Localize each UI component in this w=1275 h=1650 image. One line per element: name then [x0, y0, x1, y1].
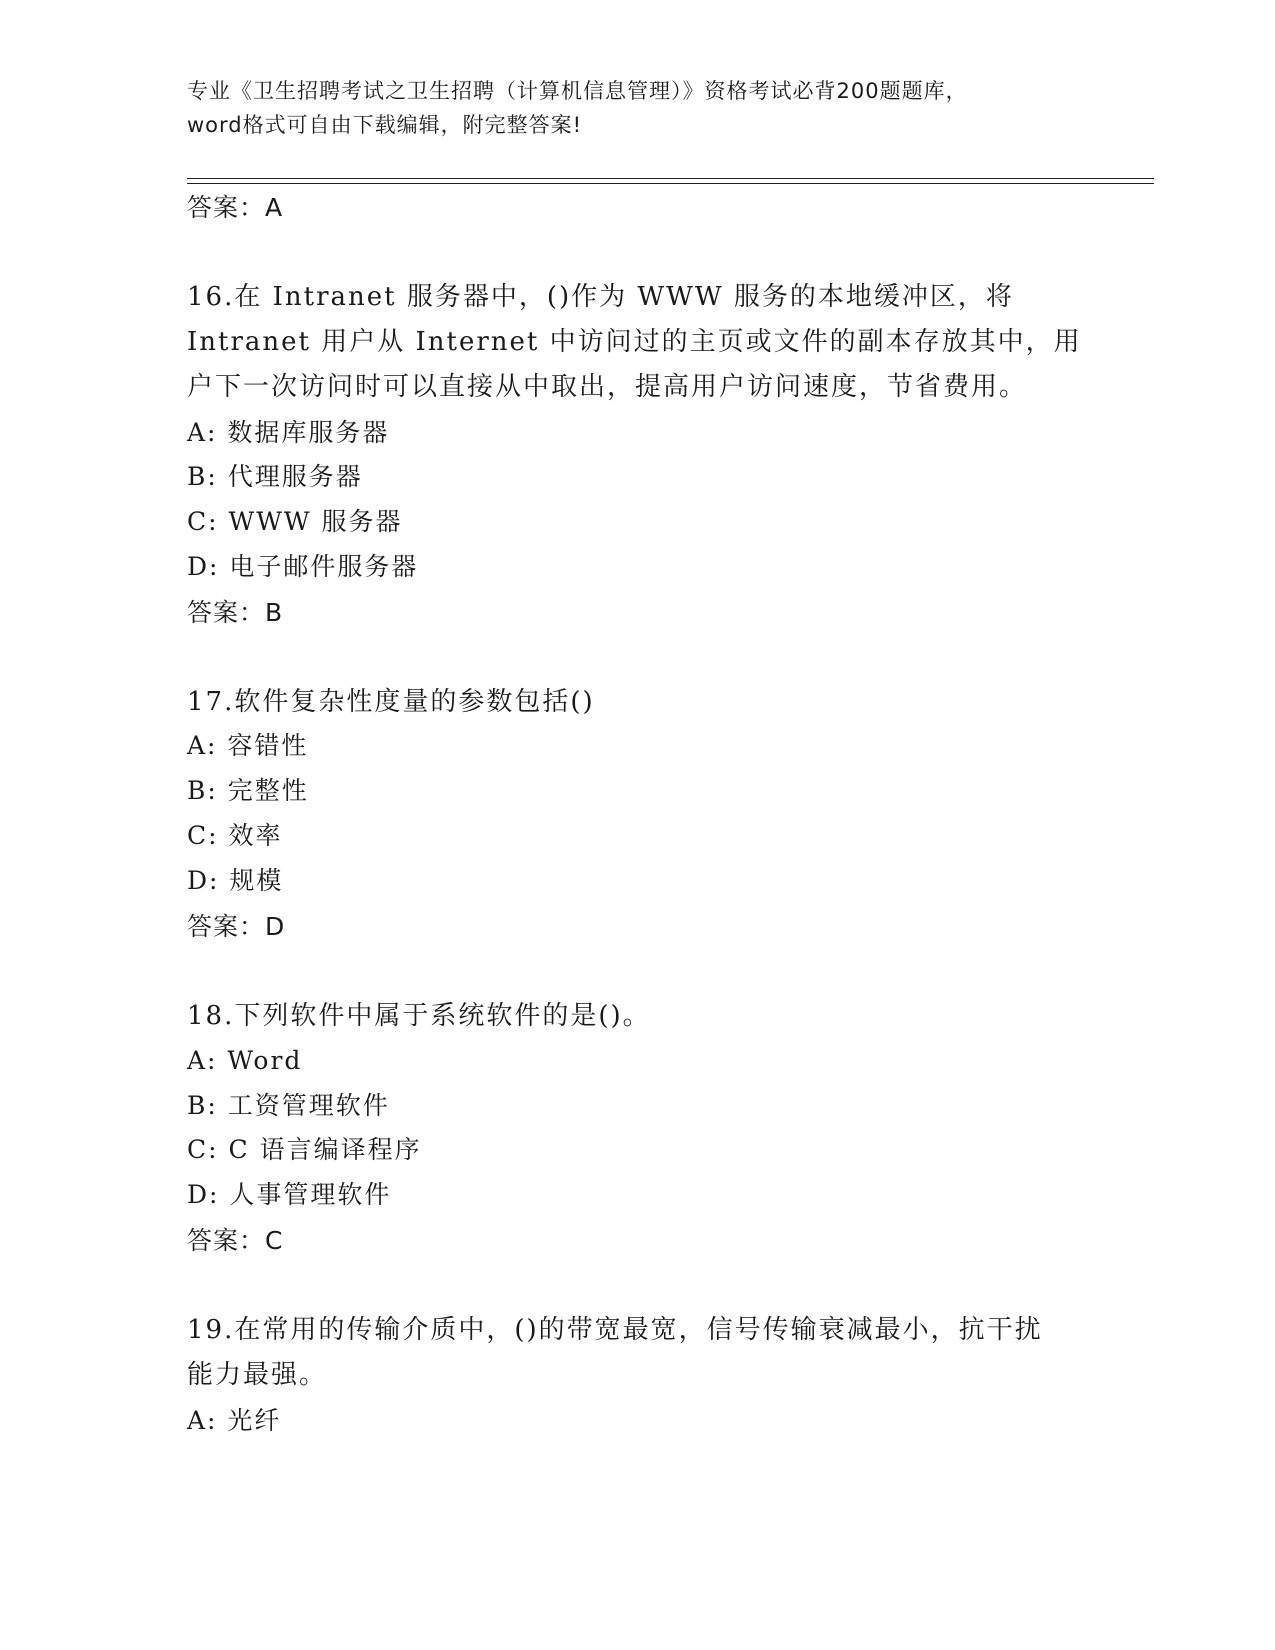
question-16-option-c: C: WWW 服务器 [187, 507, 403, 536]
header-divider-top [187, 178, 1154, 179]
question-17-answer: 答案：D [187, 912, 286, 941]
question-17-option-a: A: 容错性 [187, 731, 309, 760]
question-18-line-1: 18.下列软件中属于系统软件的是()。 [187, 1001, 651, 1031]
question-18-option-b: B: 工资管理软件 [187, 1091, 390, 1120]
question-16-line-2: Intranet 用户从 Internet 中访问过的主页或文件的副本存放其中，用 [187, 327, 1082, 357]
answer-previous: 答案：A [187, 193, 284, 222]
document-header [187, 74, 1087, 142]
question-16-line-3: 户下一次访问时可以直接从中取出，提高用户访问速度，节省费用。 [187, 372, 1028, 402]
question-18-option-c: C: C 语言编译程序 [187, 1135, 422, 1164]
question-16-option-a: A: 数据库服务器 [187, 418, 390, 447]
question-17-line-1: 17.软件复杂性度量的参数包括() [187, 687, 595, 717]
question-19-line-1: 19.在常用的传输介质中，()的带宽最宽，信号传输衰减最小，抗干扰 [187, 1315, 1043, 1345]
question-16-option-b: B: 代理服务器 [187, 462, 363, 491]
question-16-answer: 答案：B [187, 598, 284, 627]
question-18-option-a: A: Word [187, 1046, 303, 1075]
question-17-option-b: B: 完整性 [187, 776, 309, 805]
question-16-line-1: 16.在 Intranet 服务器中，()作为 WWW 服务的本地缓冲区，将 [187, 282, 1014, 312]
question-19-line-2: 能力最强。 [187, 1360, 328, 1390]
header-line-1: 专业《卫生招聘考试之卫生招聘（计算机信息管理）》资格考试必背200题题库， [187, 79, 968, 103]
question-17-option-c: C: 效率 [187, 821, 283, 850]
question-18-option-d: D: 人事管理软件 [187, 1180, 392, 1209]
header-line-2: word格式可自由下载编辑，附完整答案! [187, 113, 583, 137]
question-18-answer: 答案：C [187, 1226, 284, 1255]
question-17-option-d: D: 规模 [187, 866, 284, 895]
question-19-option-a: A: 光纤 [187, 1406, 282, 1435]
header-divider-bottom [187, 183, 1154, 184]
question-16-option-d: D: 电子邮件服务器 [187, 552, 419, 581]
